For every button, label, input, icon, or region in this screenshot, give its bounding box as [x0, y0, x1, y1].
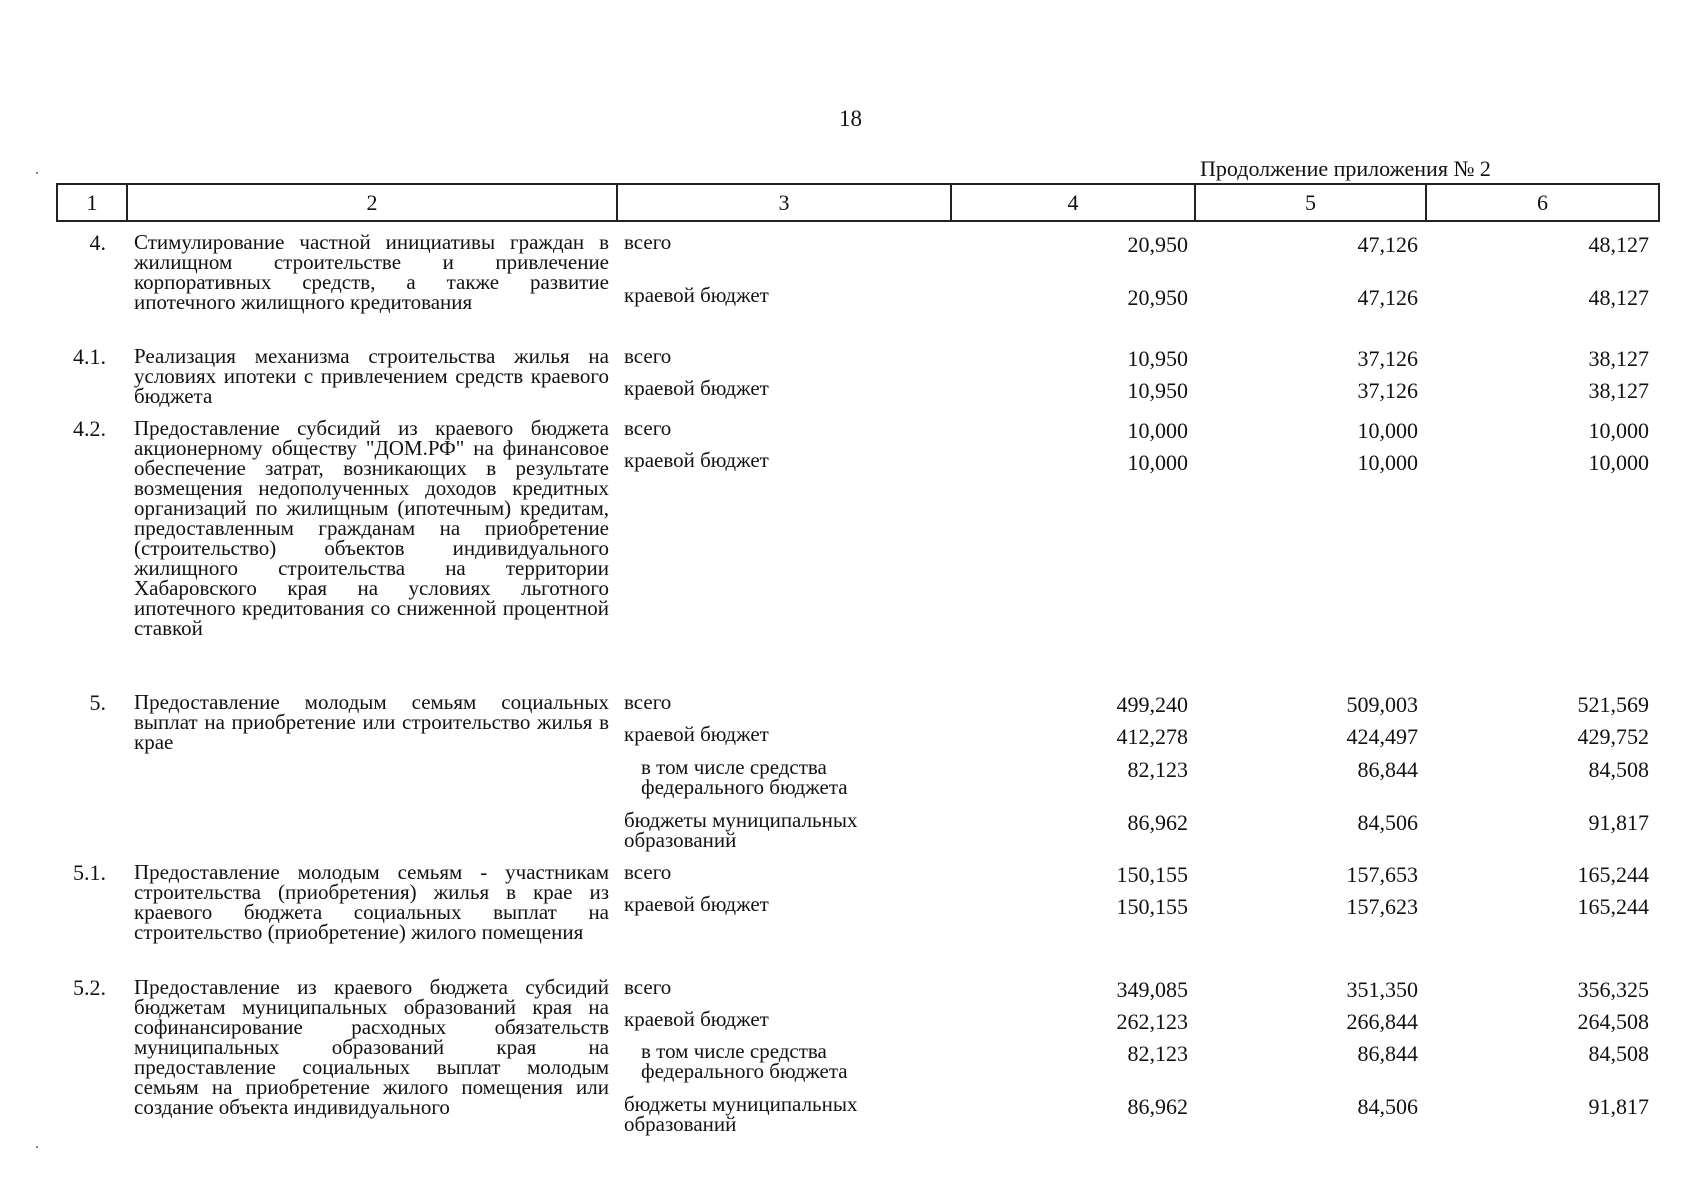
column-header-2: 2 [127, 184, 617, 221]
row-description: Предоставление молодым семьям социальных выплат на приобретение или строительство жилья в крае [134, 690, 609, 754]
funding-source: бюджеты муниципальных образований [624, 1092, 858, 1136]
value-col6: 521,569 [1577, 692, 1649, 717]
value-col4: 150,155 [1116, 894, 1188, 919]
value-col4: 10,000 [1127, 418, 1188, 443]
appendix-continuation-label: Продолжение приложения № 2 [1200, 156, 1491, 181]
funding-source: всего [624, 860, 672, 884]
row-number: 4.2. [73, 416, 106, 441]
funding-source: всего [624, 416, 672, 440]
row-number: 5.1. [73, 860, 106, 885]
row-description: Предоставление молодым семьям - участникам строительства (приобретения) жилья в крае из краевого бюджета социальных выплат на строительство (приобретение) жилого помещения [134, 860, 609, 944]
row-description: Предоставление из краевого бюджета субсидий бюджетам муниципальных образований края на софинансирование расходных обязательств муниципальных образований края на предоставление социальных выплат молодым семьям на приобретение жилого помещения или создание объекта индивидуального [134, 975, 609, 1119]
row-number: 4.1. [73, 344, 106, 369]
column-header-5: 5 [1195, 184, 1426, 221]
row-number: 5.2. [73, 975, 106, 1000]
funding-source: краевой бюджет [624, 283, 769, 307]
value-col4: 20,950 [1127, 232, 1188, 257]
value-col5: 84,506 [1357, 1094, 1418, 1119]
funding-source: всего [624, 975, 672, 999]
value-col5: 157,653 [1346, 862, 1418, 887]
funding-source: всего [624, 344, 672, 368]
funding-source: краевой бюджет [624, 722, 769, 746]
value-col5: 86,844 [1357, 1041, 1418, 1066]
value-col6: 165,244 [1577, 894, 1649, 919]
row-number: 4. [89, 230, 106, 255]
value-col6: 429,752 [1577, 724, 1649, 749]
value-col5: 86,844 [1357, 757, 1418, 782]
value-col5: 266,844 [1346, 1009, 1418, 1034]
value-col6: 10,000 [1588, 450, 1649, 475]
value-col4: 262,123 [1116, 1009, 1188, 1034]
value-col5: 37,126 [1357, 346, 1418, 371]
value-col6: 38,127 [1588, 346, 1649, 371]
value-col4: 82,123 [1127, 757, 1188, 782]
column-header-table [56, 183, 1660, 222]
value-col6: 10,000 [1588, 418, 1649, 443]
funding-source: краевой бюджет [624, 448, 769, 472]
funding-source: всего [624, 230, 672, 254]
value-col4: 20,950 [1127, 285, 1188, 310]
scan-speck [36, 172, 38, 174]
value-col4: 499,240 [1116, 692, 1188, 717]
value-col4: 10,000 [1127, 450, 1188, 475]
value-col6: 48,127 [1588, 232, 1649, 257]
value-col6: 48,127 [1588, 285, 1649, 310]
value-col4: 150,155 [1116, 862, 1188, 887]
scan-speck [36, 1146, 38, 1148]
value-col4: 10,950 [1127, 346, 1188, 371]
column-header-6: 6 [1426, 184, 1659, 221]
value-col5: 84,506 [1357, 810, 1418, 835]
value-col6: 356,325 [1577, 977, 1649, 1002]
value-col5: 47,126 [1357, 285, 1418, 310]
value-col4: 86,962 [1127, 1094, 1188, 1119]
value-col6: 91,817 [1588, 810, 1649, 835]
funding-source: краевой бюджет [624, 1007, 769, 1031]
funding-source: в том числе средства федерального бюджета [641, 755, 848, 799]
column-header-3: 3 [617, 184, 951, 221]
value-col4: 10,950 [1127, 378, 1188, 403]
row-description: Стимулирование частной инициативы граждан в жилищном строительстве и привлечение корпоративных средств, а также развитие ипотечного жилищного кредитования [134, 230, 609, 314]
row-description: Предоставление субсидий из краевого бюджета акционерному обществу "ДОМ.РФ" на финансовое обеспечение затрат, возникающих в результате возмещения недополученных доходов кредитных организаций по жилищным (ипотечным) кредитам, предоставленным гражданам на приобретение (строительство) объектов индивидуального жилищного строительства на территории Хабаровского края на условиях льготного ипотечного кредитования со сниженной процентной ставкой [134, 416, 609, 640]
row-description: Реализация механизма строительства жилья на условиях ипотеки с привлечением средств краевого бюджета [134, 344, 609, 408]
funding-source: краевой бюджет [624, 892, 769, 916]
column-header-4: 4 [951, 184, 1195, 221]
funding-source: всего [624, 690, 672, 714]
value-col4: 412,278 [1116, 724, 1188, 749]
page-number: 18 [839, 106, 862, 131]
value-col6: 38,127 [1588, 378, 1649, 403]
value-col5: 47,126 [1357, 232, 1418, 257]
value-col4: 82,123 [1127, 1041, 1188, 1066]
value-col5: 424,497 [1346, 724, 1418, 749]
value-col5: 351,350 [1346, 977, 1418, 1002]
column-header-1: 1 [57, 184, 127, 221]
value-col5: 37,126 [1357, 378, 1418, 403]
funding-source: краевой бюджет [624, 376, 769, 400]
column-header-row [57, 184, 1659, 221]
value-col6: 91,817 [1588, 1094, 1649, 1119]
value-col5: 157,623 [1346, 894, 1418, 919]
funding-source: в том числе средства федерального бюджета [641, 1039, 848, 1083]
row-number: 5. [89, 690, 106, 715]
value-col6: 165,244 [1577, 862, 1649, 887]
value-col5: 10,000 [1357, 418, 1418, 443]
value-col4: 86,962 [1127, 810, 1188, 835]
value-col6: 84,508 [1588, 757, 1649, 782]
value-col5: 509,003 [1346, 692, 1418, 717]
value-col6: 264,508 [1577, 1009, 1649, 1034]
value-col6: 84,508 [1588, 1041, 1649, 1066]
value-col5: 10,000 [1357, 450, 1418, 475]
funding-source: бюджеты муниципальных образований [624, 808, 858, 852]
value-col4: 349,085 [1116, 977, 1188, 1002]
